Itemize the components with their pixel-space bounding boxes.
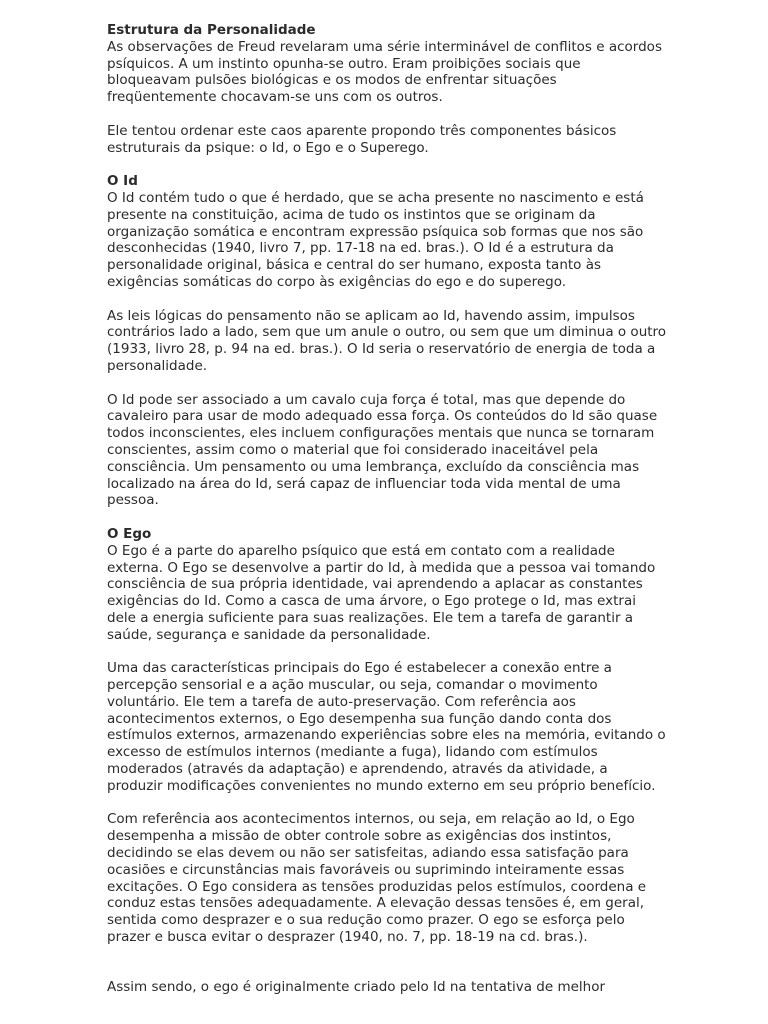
id-paragraph-3: O Id pode ser associado a um cavalo cuja força é total, mas que depende do cavaleiro para usar de modo adequado essa força. Os conteúdos do Id são quase todos inconscientes, eles incluem configurações mentais que nunca se tornaram conscientes, assim como o material que foi considerado inaceitável pela consciência. Um pensamento ou uma lembrança, excluído da consciência mas localizado na área do Id, será capaz de influenciar toda vida mental de uma pessoa. bbox=[107, 391, 658, 509]
page-title: Estrutura da Personalidade bbox=[107, 22, 316, 38]
spacer bbox=[107, 946, 667, 980]
trailing-paragraph: Assim sendo, o ego é originalmente criado pelo Id na tentativa de melhor bbox=[107, 979, 606, 996]
intro-paragraph-2: Ele tentou ordenar este caos aparente propondo três componentes básicos estruturais da psique: o Id, o Ego e o Superego. bbox=[107, 122, 617, 156]
ego-heading: O Ego bbox=[107, 525, 152, 542]
ego-section bbox=[107, 526, 667, 644]
id-paragraph-1: O Id contém tudo o que é herdado, que se acha presente no nascimento e está presente na constituição, acima de tudo os instintos que se originam da organização somática e encontram expressão psíquica sob formas que nos são desconhecidas (1940, livro 7, pp. 17-18 na ed. bras.). O Id é a estrutura da personalidade original, básica e central do ser humano, exposta tanto às exigências somáticas do corpo às exigências do ego e do superego. bbox=[107, 189, 644, 290]
id-heading: O Id bbox=[107, 173, 138, 190]
ego-paragraph-3: Com referência aos acontecimentos internos, ou seja, em relação ao Id, o Ego desempenha a missão de obter controle sobre as exigências dos instintos, decidindo se elas devem ou não ser satisfeitas, adiando essa satisfação para ocasiões e circunstâncias mais favoráveis ou suprimindo inteiramente essas excitações. O Ego considera as tensões produzidas pelos estímulos, coordena e conduz estas tensões adequadamente. A elevação dessas tensões é, em geral, sentida como desprazer e o sua redução como prazer. O ego se esforça pelo prazer e busca evitar o desprazer (1940, no. 7, pp. 18-19 na cd. bras.). bbox=[107, 811, 647, 946]
intro-paragraph-1: As observações de Freud revelaram uma série interminável de conflitos e acordos psíquicos. A um instinto opunha-se outro. Eram proibições sociais que bloqueavam pulsões biológicas e os modos de enfrentar situações freqüentemente chocavam-se uns com os outros. bbox=[107, 38, 662, 106]
ego-paragraph-2: Uma das características principais do Ego é estabelecer a conexão entre a percepção sensorial e a ação muscular, ou seja, comandar o movimento voluntário. Ele tem a tarefa de auto-preservação. Com referência aos acontecimentos externos, o Ego desempenha sua função dando conta dos estímulos externos, armazenando experiências sobre eles na memória, evitando o excesso de estímulos internos (mediante a fuga), lidando com estímulos moderados (através da adaptação) e aprendendo, através da atividade, a produzir modificações convenientes no mundo externo em seu próprio benefício. bbox=[107, 660, 666, 794]
document-page bbox=[107, 22, 667, 996]
intro-block bbox=[107, 22, 667, 106]
ego-paragraph-1: O Ego é a parte do aparelho psíquico que está em contato com a realidade externa. O Ego se desenvolve a partir do Id, à medida que a pessoa vai tomando consciência de sua própria identidade, vai aprendendo a aplacar as constantes exigências do Id. Como a casca de uma árvore, o Ego protege o Id, mas extrai dele a energia suficiente para suas realizações. Ele tem a tarefa de garantir a saúde, segurança e sanidade da personalidade. bbox=[107, 542, 656, 643]
id-section bbox=[107, 173, 667, 291]
id-paragraph-2: As leis lógicas do pensamento não se aplicam ao Id, havendo assim, impulsos contrários lado a lado, sem que um anule o outro, ou sem que um diminua o outro (1933, livro 28, p. 94 na ed. bras.). O Id seria o reservatório de energia de toda a personalidade. bbox=[107, 307, 667, 374]
